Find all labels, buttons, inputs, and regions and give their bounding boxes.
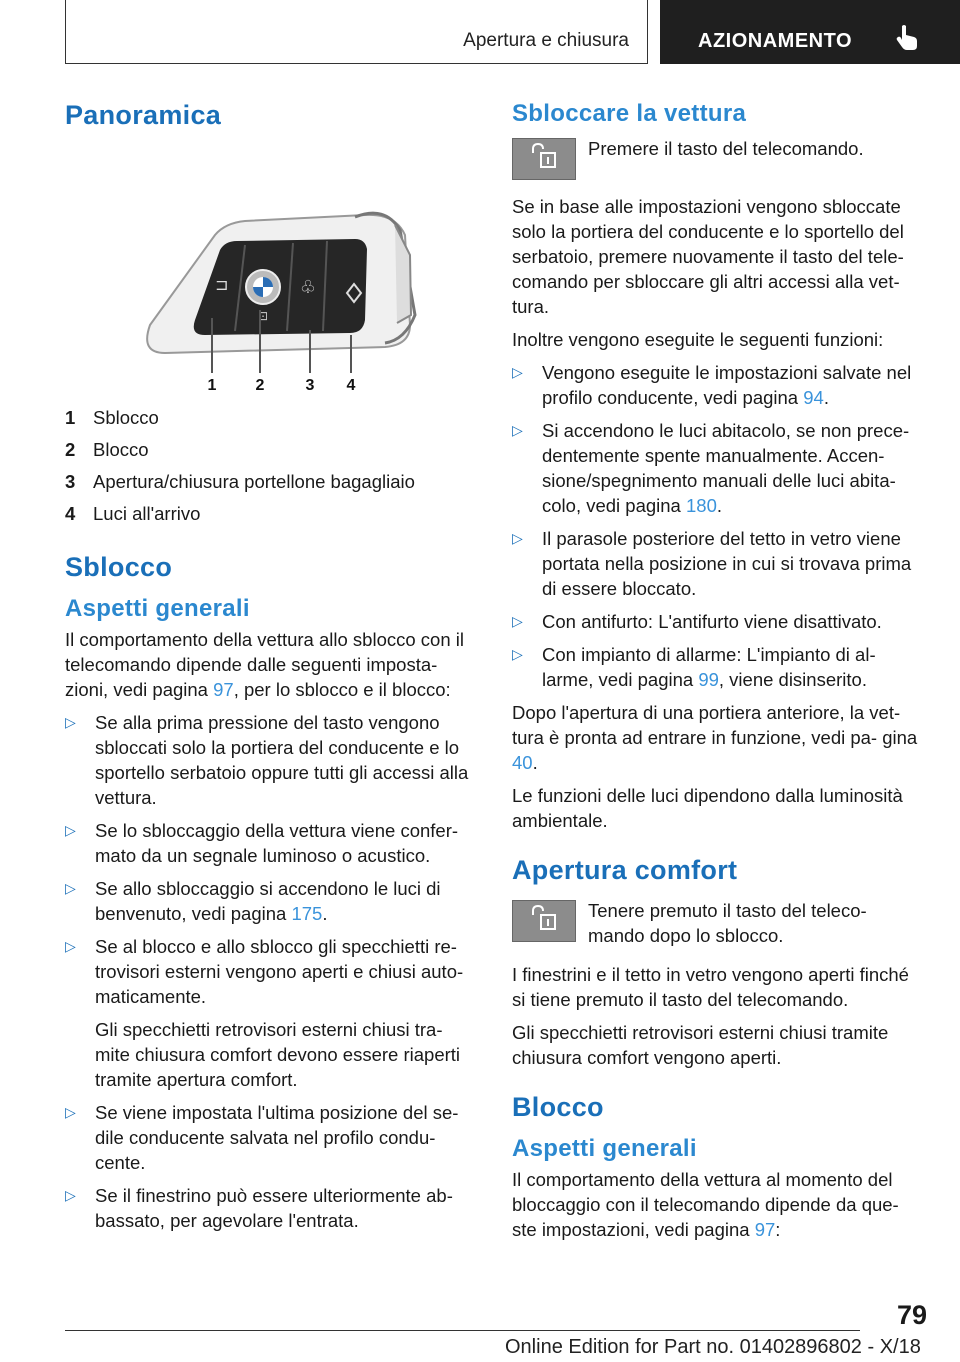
unlock-button-row [512,136,927,180]
blocco-heading: Blocco [512,1092,604,1122]
bullet-item: ▷ Vengono eseguite le impostazioni salvate nel profilo conducente, vedi pagina 94. [512,362,912,408]
svg-text:⊐: ⊐ [215,275,229,294]
paragraph: I finestrini e il tetto in vetro vengono aperti finché si tiene premuto il tasto del telecomando. [512,964,909,1010]
triangle-bullet-icon: ▷ [65,880,76,896]
paragraph: Inoltre vengono eseguite le seguenti funzioni: [512,329,884,350]
legend-list [65,405,480,526]
legend-item: 4 Luci all'arrivo [65,503,201,524]
page-link[interactable]: 97 [213,679,234,700]
paragraph: Gli specchietti retrovisori esterni chiusi tramite chiusura comfort vengono aperti. [512,1022,889,1068]
page-link[interactable]: 180 [686,495,717,516]
callout-3: 3 [305,377,315,394]
chapter-tab-label: AZIONAMENTO [698,30,853,52]
sbloccare-instruction: Premere il tasto del telecomando. [588,138,864,159]
page-number: 79 [896,1300,927,1330]
paragraph: Dopo l'apertura di una portiera anteriore, la vet- tura è pronta ad entrare in funzione, vedi pa- gina 40. [512,702,918,773]
triangle-bullet-icon: ▷ [512,364,523,380]
bullet-item: ▷ Se allo sbloccaggio si accendono le luci di benvenuto, vedi pagina 175. [65,878,441,924]
sbloccare-heading: Sbloccare la vettura [512,100,747,127]
callout-1: 1 [207,377,217,394]
hand-pointer-icon [896,24,920,52]
section-title: Apertura e chiusura [463,30,629,51]
unlock-button-image [512,138,576,180]
bullet-item: ▷ Se al blocco e allo sblocco gli specchietti re- trovisori esterni vengono aperti e chiusi auto- maticamente. [65,936,464,1007]
left-column [65,100,480,1241]
triangle-bullet-icon: ▷ [512,646,523,662]
svg-text:♧: ♧ [299,277,317,298]
unlock-icon [513,901,575,941]
page-link[interactable]: 99 [698,669,719,690]
bullet-item: ▷ Con antifurto: L'antifurto viene disattivato. [512,611,882,632]
triangle-bullet-icon: ▷ [512,530,523,546]
page-link[interactable]: 94 [803,387,824,408]
triangle-bullet-icon: ▷ [512,613,523,629]
triangle-bullet-icon: ▷ [65,1187,76,1203]
remote-key-illustration [65,135,480,397]
bullet-item: ▷ Con impianto di allarme: L'impianto di al- larme, vedi pagina 99, viene disinserito. [512,644,876,690]
callout-2: 2 [255,377,265,394]
footer-divider [65,1330,860,1331]
legend-item: 1 Sblocco [65,407,159,428]
aspetti-generali-heading: Aspetti generali [65,595,250,622]
triangle-bullet-icon: ▷ [65,938,76,954]
triangle-bullet-icon: ▷ [65,822,76,838]
unlock-button-image [512,900,576,942]
triangle-bullet-icon: ▷ [65,1104,76,1120]
triangle-bullet-icon: ▷ [65,714,76,730]
edition-label: Online Edition for Part no. 01402896802 - X/18 [505,1336,921,1358]
chapter-tab[interactable] [660,0,960,64]
svg-text:⊡: ⊡ [257,309,269,323]
callout-4: 4 [346,377,356,394]
comfort-instruction: Tenere premuto il tasto del teleco- mando dopo lo sblocco. [588,900,867,946]
sblocco-heading: Sblocco [65,552,173,582]
page-link[interactable]: 97 [754,1219,776,1240]
bullet-item: ▷ Il parasole posteriore del tetto in vetro viene portata nella posizione in cui si trovava prima di essere bloccato. [512,528,912,599]
aspetti-generali-heading: Aspetti generali [512,1135,697,1162]
right-column [512,100,927,1250]
bullet-item: ▷ Se viene impostata l'ultima posizione del se- dile conducente salvata nel profilo condu- cente. [65,1102,459,1173]
header-box [65,0,648,64]
paragraph: Se in base alle impostazioni vengono sbloccate solo la portiera del conducente e lo sportello del serbatoio, premere nuovamente il tasto del tele- comando per sbloccare gli altri accessi alla vet- tura. [512,196,904,317]
sblocco-intro: Il comportamento della vettura allo sblocco con il telecomando dipende dalle seguenti imposta- zioni, vedi pagina 97, per lo sblocco e il blocco: [65,629,464,700]
triangle-bullet-icon: ▷ [512,422,523,438]
paragraph: Il comportamento della vettura al momento del bloccaggio con il telecomando dipende da que- ste impostazioni, vedi pagina 97: [512,1169,899,1240]
legend-item: 2 Blocco [65,439,149,460]
bullet-item: ▷ Se lo sbloccaggio della vettura viene confer- mato da un segnale luminoso o acustico. [65,820,459,866]
legend-item: 3 Apertura/chiusura portellone bagagliaio [65,471,415,492]
paragraph: Le funzioni delle luci dipendono dalla luminosità ambientale. [512,785,903,831]
bullet-item: ▷ Si accendono le luci abitacolo, se non prece- dentemente spente manualmente. Accen- sione/spegnimento manuali delle luci abita- colo, vedi pagina 180. [512,420,910,516]
panoramica-heading: Panoramica [65,100,222,130]
page-link[interactable]: 175 [291,903,323,924]
unlock-icon [513,139,575,179]
bullet-item: ▷ Se il finestrino può essere ulteriormente ab- bassato, per agevolare l'entrata. [65,1185,453,1231]
comfort-button-row [512,898,927,948]
bullet-item: ▷ Se alla prima pressione del tasto vengono sbloccati solo la portiera del conducente e lo sportello serbatoio oppure tutti gli accessi alla vettura. [65,712,469,808]
bullet-subtext: Gli specchietti retrovisori esterni chiusi tra- mite chiusura comfort devono essere riaperti tramite apertura comfort. [95,1019,461,1090]
page-link[interactable]: 40 [512,752,533,773]
apertura-comfort-heading: Apertura comfort [512,855,738,885]
